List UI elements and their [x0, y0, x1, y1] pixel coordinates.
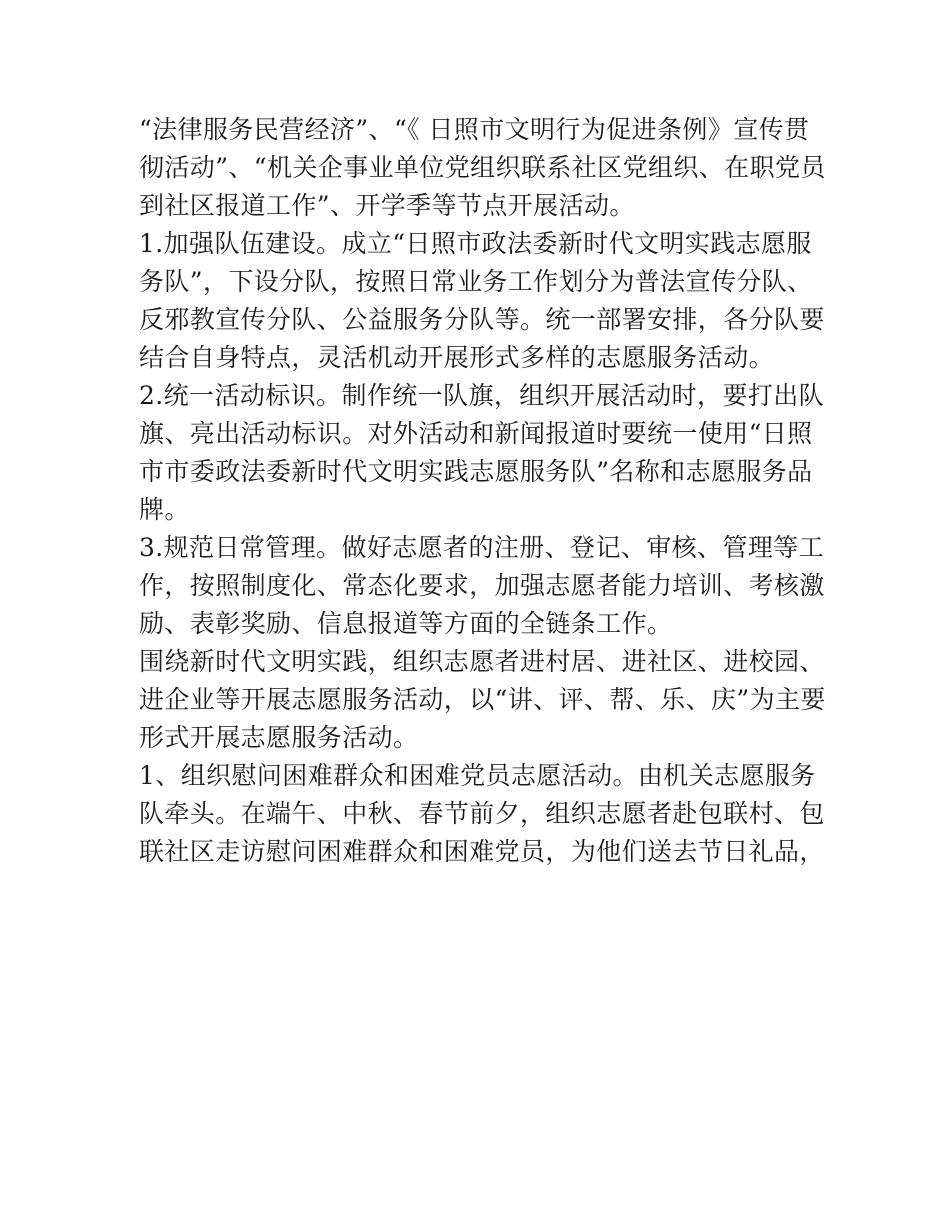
text-line: “法律服务民营经济”、“《 日照市文明行为促进条例》宣传贯 — [139, 115, 810, 144]
text-line: 3.规范日常管理。做好志愿者的注册、登记、审核、管理等工 — [139, 533, 825, 562]
text-line: 到社区报道工作”、开学季等节点开展活动。 — [139, 191, 635, 220]
text-line: 1.加强队伍建设。成立“日照市政法委新时代文明实践志愿服 — [139, 229, 812, 258]
text-line: 励、表彰奖励、信息报道等方面的全链条工作。 — [139, 609, 673, 638]
text-line: 市市委政法委新时代文明实践志愿服务队”名称和志愿服务品 — [139, 457, 813, 486]
text-line: 联社区走访慰问困难群众和困难党员，为他们送去节日礼品， — [139, 837, 825, 866]
text-line: 1、组织慰问困难群众和困难党员志愿活动。由机关志愿服务 — [139, 761, 816, 790]
text-line: 进企业等开展志愿服务活动，以“讲、评、帮、乐、庆”为主要 — [139, 685, 826, 714]
text-line: 结合自身特点，灵活机动开展形式多样的志愿服务活动。 — [139, 343, 775, 372]
text-line: 务队”，下设分队，按照日常业务工作划分为普法宣传分队、 — [139, 267, 813, 296]
text-line: 反邪教宣传分队、公益服务分队等。统一部署安排，各分队要 — [139, 305, 825, 334]
text-line: 彻活动”、“机关企事业单位党组织联系社区党组织、在职党员 — [139, 153, 826, 182]
text-line: 队牵头。在端午、中秋、春节前夕，组织志愿者赴包联村、包 — [139, 799, 825, 828]
text-line: 围绕新时代文明实践，组织志愿者进村居、进社区、进校园、 — [139, 647, 825, 676]
text-line: 形式开展志愿服务活动。 — [139, 723, 419, 752]
text-line: 2.统一活动标识。制作统一队旗，组织开展活动时，要打出队 — [139, 381, 825, 410]
text-line: 作，按照制度化、常态化要求，加强志愿者能力培训、考核激 — [139, 571, 825, 600]
text-line: 牌。 — [139, 495, 190, 524]
text-line: 旗、亮出活动标识。对外活动和新闻报道时要统一使用“日照 — [139, 419, 813, 448]
document-body — [139, 111, 826, 871]
